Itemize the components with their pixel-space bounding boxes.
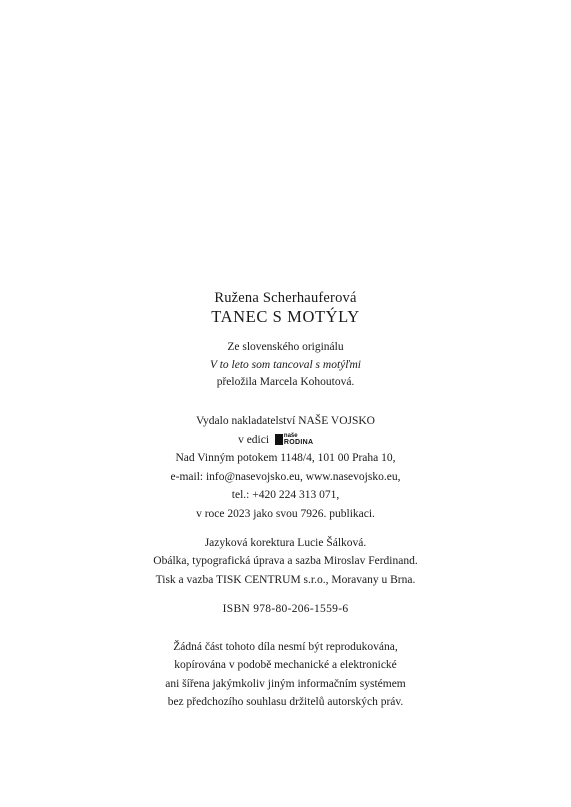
credits-block <box>0 534 571 589</box>
rights-line-1: Žádná část tohoto díla nesmí být reprodukována, <box>173 641 398 653</box>
edition-prefix: v edici <box>238 433 270 446</box>
edition-logo <box>275 434 333 446</box>
edition-line <box>0 431 571 450</box>
rights-line-3: ani šířena jakýmkoliv jiným informačním systémem <box>165 677 406 690</box>
book-title: TANEC S MOTÝLY <box>211 307 360 326</box>
edition-logo-top: naše <box>283 432 298 439</box>
translation-source-line: Ze slovenského originálu <box>227 341 344 353</box>
printing-line: Tisk a vazba TISK CENTRUM s.r.o., Moravany u Brna. <box>155 573 416 586</box>
rights-line-4: bez předchozího souhlasu držitelů autorských práv. <box>167 696 404 709</box>
phone-line: tel.: +420 224 313 071, <box>231 489 340 502</box>
proofreading-line: Jazyková korektura Lucie Šálková. <box>204 537 367 549</box>
publisher-line: Vydalo nakladatelství NAŠE VOJSKO <box>196 415 375 427</box>
edition-logo-bottom: RODINA <box>283 438 314 446</box>
author-block <box>0 289 571 307</box>
publication-year-line: v roce 2023 jako svou 7926. publikaci. <box>196 507 375 520</box>
design-line: Obálka, typografická úprava a sazba Miroslav Ferdinand. <box>153 555 418 568</box>
rights-line-2: kopírována v podobě mechanické a elektronické <box>174 659 397 672</box>
edition-logo-mark <box>275 434 283 445</box>
translation-note <box>0 339 571 392</box>
contact-line: e-mail: info@nasevojsko.eu, www.nasevojsko.eu, <box>170 470 401 483</box>
title-block <box>0 307 571 327</box>
isbn-number: ISBN 978-80-206-1559-6 <box>222 603 349 615</box>
isbn-block <box>0 601 571 617</box>
address-line: Nad Vinným potokem 1148/4, 101 00 Praha 10, <box>175 452 396 465</box>
rights-notice <box>0 638 571 712</box>
publisher-block <box>0 412 571 524</box>
translator-line: přeložila Marcela Kohoutová. <box>216 376 355 388</box>
author-name: Ružena Scherhauferová <box>214 290 357 306</box>
original-title: V to leto som tancoval s motýľmi <box>210 358 361 371</box>
